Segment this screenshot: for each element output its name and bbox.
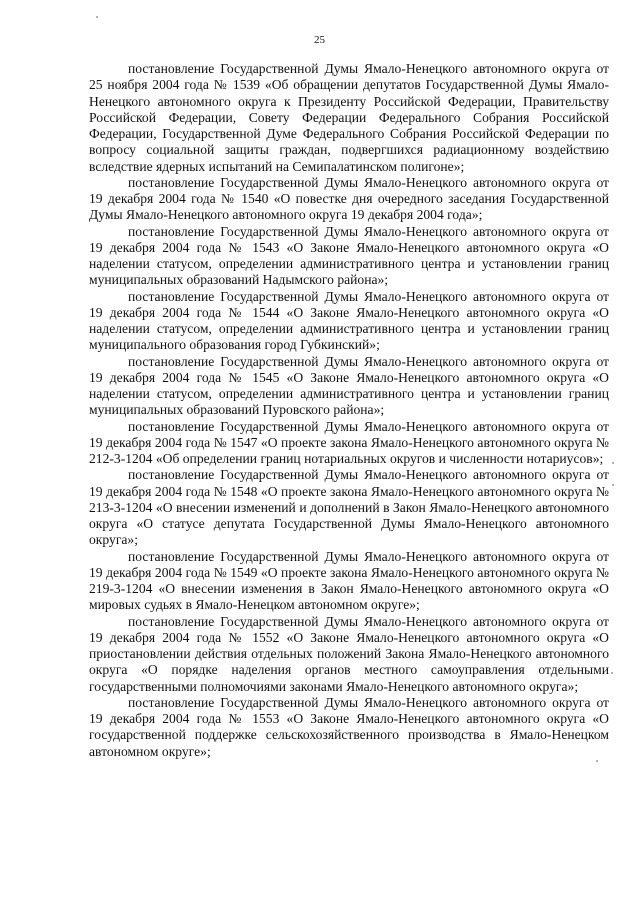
paragraph-resolution-1547: постановление Государственной Думы Ямало-Ненецкого автономного округа от 19 декабря 2004 года № 1547 «О проекте закона Ямало-Ненецкого автономного округа № 212-3-1204 «Об определении границ нотариальных округов и численности нотариусов»; (89, 418, 609, 466)
scan-speck (611, 672, 613, 674)
page-number: 25 (314, 34, 325, 46)
scan-speck (612, 484, 614, 486)
paragraph-resolution-1543: постановление Государственной Думы Ямало-Ненецкого автономного округа от 19 декабря 2004 года № 1543 «О Законе Ямало-Ненецкого автономного округа «О наделении статусом, определении административного центра и установлении границ муниципальных образований Надымского района»; (89, 223, 609, 288)
paragraph-resolution-1549: постановление Государственной Думы Ямало-Ненецкого автономного округа от 19 декабря 2004 года № 1549 «О проекте закона Ямало-Ненецкого автономного округа № 219-3-1204 «О внесении изменения в Закон Ямало-Ненецкого автономного округа «О мировых судьях в Ямало-Ненецком автономном округе»; (89, 548, 609, 613)
paragraph-resolution-1545: постановление Государственной Думы Ямало-Ненецкого автономного округа от 19 декабря 2004 года № 1545 «О Законе Ямало-Ненецкого автономного округа «О наделении статусом, определении административного центра и установлении границ муниципальных образований Пуровского района»; (89, 353, 609, 418)
paragraph-resolution-1548: постановление Государственной Думы Ямало-Ненецкого автономного округа от 19 декабря 2004 года № 1548 «О проекте закона Ямало-Ненецкого автономного округа № 213-3-1204 «О внесении изменений и дополнений в Закон Ямало-Ненецкого автономного округа «О статусе депутата Государственной Думы Ямало-Ненецкого автономного округа»; (89, 467, 609, 548)
paragraph-resolution-1552: постановление Государственной Думы Ямало-Ненецкого автономного округа от 19 декабря 2004 года № 1552 «О Законе Ямало-Ненецкого автономного округа «О приостановлении действия отдельных положений Закона Ямало-Ненецкого автономного округа «О порядке наделения органов местного самоуправления отдельными государственными полномочиями законами Ямало-Ненецкого автономного округа»; (89, 613, 609, 694)
scan-speck (596, 760, 598, 762)
document-body (89, 61, 609, 760)
paragraph-resolution-1544: постановление Государственной Думы Ямало-Ненецкого автономного округа от 19 декабря 2004 года № 1544 «О Законе Ямало-Ненецкого автономного округа «О наделении статусом, определении административного центра и установлении границ муниципального образования город Губкинский»; (89, 288, 609, 353)
paragraph-resolution-1540: постановление Государственной Думы Ямало-Ненецкого автономного округа от 19 декабря 2004 года № 1540 «О повестке дня очередного заседания Государственной Думы Ямало-Ненецкого автономного округа 19 декабря 2004 года»; (89, 174, 609, 223)
paragraph-resolution-1539: постановление Государственной Думы Ямало-Ненецкого автономного округа от 25 ноября 2004 года № 1539 «Об обращении депутатов Государственной Думы Ямало-Ненецкого автономного округа к Президенту Российской Федерации, Правительству Российской Федерации, Совету Федерации Федерального Собрания Российской Федерации, Государственной Думе Федерального Собрания Российской Федерации по вопросу социальной защиты граждан, подвергшихся радиационному воздействию вследствие ядерных испытаний на Семипалатинском полигоне»; (89, 61, 609, 174)
scan-speck (612, 462, 614, 464)
scan-speck (96, 16, 98, 18)
paragraph-resolution-1553: постановление Государственной Думы Ямало-Ненецкого автономного округа от 19 декабря 2004 года № 1553 «О Законе Ямало-Ненецкого автономного округа «О государственной поддержке сельскохозяйственного производства в Ямало-Ненецком автономном округе»; (89, 694, 609, 759)
